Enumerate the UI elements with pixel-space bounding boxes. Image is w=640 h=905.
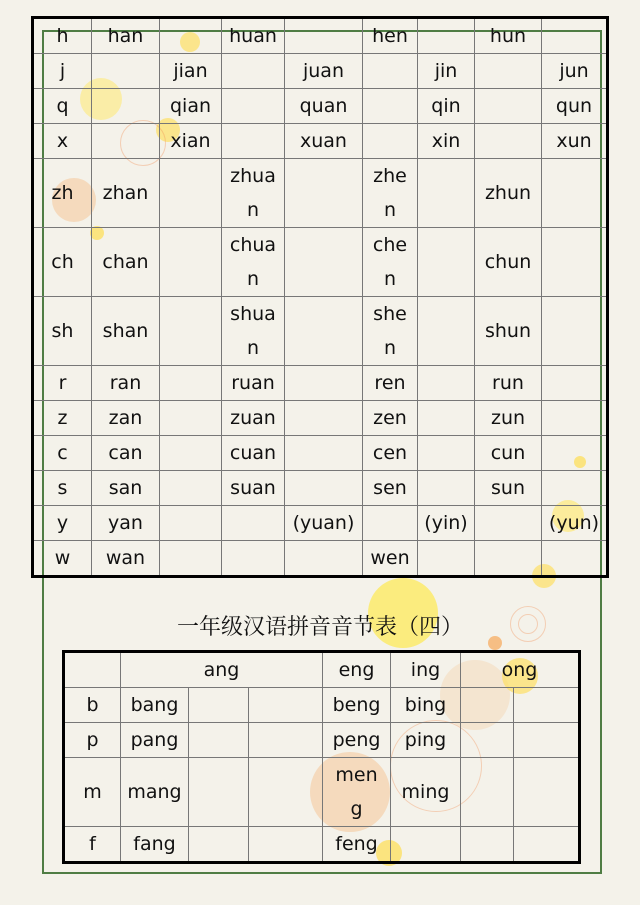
syllable-cell: [514, 723, 580, 758]
syllable-cell: xuan: [285, 124, 363, 159]
syllable-cell: chan: [92, 228, 160, 297]
syllable-cell: [514, 827, 580, 863]
syllable-cell: [542, 228, 608, 297]
initial-cell: ch: [33, 228, 92, 297]
syllable-cell: [249, 758, 323, 827]
syllable-cell: zun: [475, 401, 542, 436]
syllable-cell: [222, 54, 285, 89]
header-row: [64, 652, 580, 688]
table-row: [33, 159, 608, 228]
syllable-cell: [160, 401, 222, 436]
syllable-cell: chua n: [222, 228, 285, 297]
syllable-cell: (yun): [542, 506, 608, 541]
syllable-cell: [249, 688, 323, 723]
initial-cell: s: [33, 471, 92, 506]
initial-cell: f: [64, 827, 121, 863]
syllable-cell: [461, 827, 514, 863]
syllable-cell: yan: [92, 506, 160, 541]
syllable-cell: [418, 401, 475, 436]
syllable-cell: zhun: [475, 159, 542, 228]
syllable-cell: jin: [418, 54, 475, 89]
syllable-cell: [285, 228, 363, 297]
syllable-cell: qin: [418, 89, 475, 124]
table-row: [33, 89, 608, 124]
syllable-cell: [363, 506, 418, 541]
syllable-cell: [418, 297, 475, 366]
initial-cell: zh: [33, 159, 92, 228]
initial-cell: p: [64, 723, 121, 758]
initial-cell: w: [33, 541, 92, 577]
syllable-table-top: [31, 16, 609, 578]
syllable-cell: [285, 541, 363, 577]
syllable-cell: pang: [121, 723, 189, 758]
syllable-cell: [189, 723, 249, 758]
initial-cell: y: [33, 506, 92, 541]
syllable-cell: hun: [475, 18, 542, 54]
table-row: [33, 471, 608, 506]
syllable-cell: [363, 89, 418, 124]
syllable-cell: [475, 124, 542, 159]
table-row: [33, 436, 608, 471]
initial-cell: b: [64, 688, 121, 723]
table-row: [33, 541, 608, 577]
syllable-cell: xun: [542, 124, 608, 159]
syllable-cell: run: [475, 366, 542, 401]
initial-cell: c: [33, 436, 92, 471]
syllable-cell: bing: [391, 688, 461, 723]
table-row: [33, 366, 608, 401]
page-title: 一年级汉语拼音音节表（四）: [176, 615, 463, 640]
initial-cell: j: [33, 54, 92, 89]
table-row: [33, 228, 608, 297]
syllable-cell: [285, 159, 363, 228]
syllable-cell: [189, 827, 249, 863]
syllable-cell: [542, 18, 608, 54]
initial-cell: r: [33, 366, 92, 401]
syllable-cell: ming: [391, 758, 461, 827]
syllable-cell: [475, 89, 542, 124]
syllable-cell: jun: [542, 54, 608, 89]
table-row: [33, 124, 608, 159]
syllable-cell: [189, 758, 249, 827]
syllable-cell: shun: [475, 297, 542, 366]
syllable-cell: jian: [160, 54, 222, 89]
syllable-cell: juan: [285, 54, 363, 89]
syllable-cell: xian: [160, 124, 222, 159]
syllable-cell: [249, 723, 323, 758]
syllable-cell: [514, 758, 580, 827]
syllable-cell: [542, 541, 608, 577]
syllable-cell: [222, 89, 285, 124]
syllable-cell: qun: [542, 89, 608, 124]
syllable-cell: [391, 827, 461, 863]
syllable-cell: [160, 436, 222, 471]
syllable-cell: (yin): [418, 506, 475, 541]
syllable-cell: [160, 159, 222, 228]
syllable-cell: [285, 297, 363, 366]
syllable-cell: can: [92, 436, 160, 471]
syllable-cell: [542, 401, 608, 436]
syllable-table-bottom: [62, 650, 581, 864]
syllable-cell: [542, 366, 608, 401]
syllable-cell: [222, 506, 285, 541]
initial-cell: sh: [33, 297, 92, 366]
syllable-cell: zuan: [222, 401, 285, 436]
syllable-cell: suan: [222, 471, 285, 506]
syllable-cell: ruan: [222, 366, 285, 401]
syllable-cell: che n: [363, 228, 418, 297]
syllable-cell: san: [92, 471, 160, 506]
syllable-cell: [418, 366, 475, 401]
syllable-cell: [542, 471, 608, 506]
table-row: [33, 54, 608, 89]
syllable-cell: she n: [363, 297, 418, 366]
final-header: ang: [121, 652, 323, 688]
syllable-cell: quan: [285, 89, 363, 124]
syllable-cell: ren: [363, 366, 418, 401]
syllable-cell: sun: [475, 471, 542, 506]
syllable-cell: [222, 541, 285, 577]
syllable-cell: shua n: [222, 297, 285, 366]
syllable-cell: cuan: [222, 436, 285, 471]
syllable-cell: [418, 18, 475, 54]
syllable-cell: ping: [391, 723, 461, 758]
syllable-cell: [542, 436, 608, 471]
syllable-cell: bang: [121, 688, 189, 723]
final-header: eng: [323, 652, 391, 688]
initial-cell: q: [33, 89, 92, 124]
table-row: [33, 297, 608, 366]
syllable-cell: zhua n: [222, 159, 285, 228]
syllable-cell: [92, 54, 160, 89]
syllable-cell: [461, 758, 514, 827]
syllable-cell: [285, 401, 363, 436]
syllable-cell: [285, 471, 363, 506]
syllable-cell: [160, 18, 222, 54]
syllable-cell: [285, 18, 363, 54]
final-header: [64, 652, 121, 688]
syllable-cell: beng: [323, 688, 391, 723]
syllable-cell: qian: [160, 89, 222, 124]
table-row: [33, 506, 608, 541]
syllable-cell: sen: [363, 471, 418, 506]
syllable-cell: [475, 54, 542, 89]
table-row: [64, 758, 580, 827]
syllable-cell: zan: [92, 401, 160, 436]
syllable-cell: [285, 366, 363, 401]
initial-cell: x: [33, 124, 92, 159]
syllable-cell: zhe n: [363, 159, 418, 228]
syllable-cell: peng: [323, 723, 391, 758]
final-header: ong: [461, 652, 580, 688]
syllable-cell: [249, 827, 323, 863]
table-row: [64, 827, 580, 863]
initial-cell: m: [64, 758, 121, 827]
syllable-cell: [92, 124, 160, 159]
syllable-cell: cen: [363, 436, 418, 471]
syllable-cell: [222, 124, 285, 159]
syllable-cell: hen: [363, 18, 418, 54]
syllable-cell: [285, 436, 363, 471]
syllable-cell: [189, 688, 249, 723]
syllable-cell: [363, 54, 418, 89]
syllable-cell: [160, 471, 222, 506]
syllable-cell: [160, 506, 222, 541]
table-row: [64, 688, 580, 723]
syllable-cell: [542, 297, 608, 366]
syllable-cell: [514, 688, 580, 723]
syllable-cell: [363, 124, 418, 159]
final-header: ing: [391, 652, 461, 688]
syllable-cell: (yuan): [285, 506, 363, 541]
syllable-cell: cun: [475, 436, 542, 471]
syllable-cell: [418, 541, 475, 577]
table-row: [33, 401, 608, 436]
syllable-cell: wen: [363, 541, 418, 577]
initial-cell: h: [33, 18, 92, 54]
syllable-cell: shan: [92, 297, 160, 366]
table-row: [33, 18, 608, 54]
syllable-cell: ran: [92, 366, 160, 401]
syllable-cell: [418, 159, 475, 228]
syllable-cell: [461, 688, 514, 723]
initial-cell: z: [33, 401, 92, 436]
syllable-cell: zhan: [92, 159, 160, 228]
syllable-cell: [160, 366, 222, 401]
syllable-cell: [160, 297, 222, 366]
syllable-cell: [461, 723, 514, 758]
syllable-cell: [475, 541, 542, 577]
syllable-cell: [160, 228, 222, 297]
syllable-cell: [418, 228, 475, 297]
syllable-cell: chun: [475, 228, 542, 297]
syllable-cell: han: [92, 18, 160, 54]
syllable-cell: wan: [92, 541, 160, 577]
syllable-cell: [160, 541, 222, 577]
syllable-cell: fang: [121, 827, 189, 863]
syllable-cell: mang: [121, 758, 189, 827]
syllable-cell: [92, 89, 160, 124]
table-row: [64, 723, 580, 758]
syllable-cell: men g: [323, 758, 391, 827]
syllable-cell: [542, 159, 608, 228]
syllable-cell: [418, 471, 475, 506]
syllable-cell: zen: [363, 401, 418, 436]
syllable-cell: [475, 506, 542, 541]
syllable-cell: [418, 436, 475, 471]
syllable-cell: huan: [222, 18, 285, 54]
syllable-cell: xin: [418, 124, 475, 159]
syllable-cell: feng: [323, 827, 391, 863]
